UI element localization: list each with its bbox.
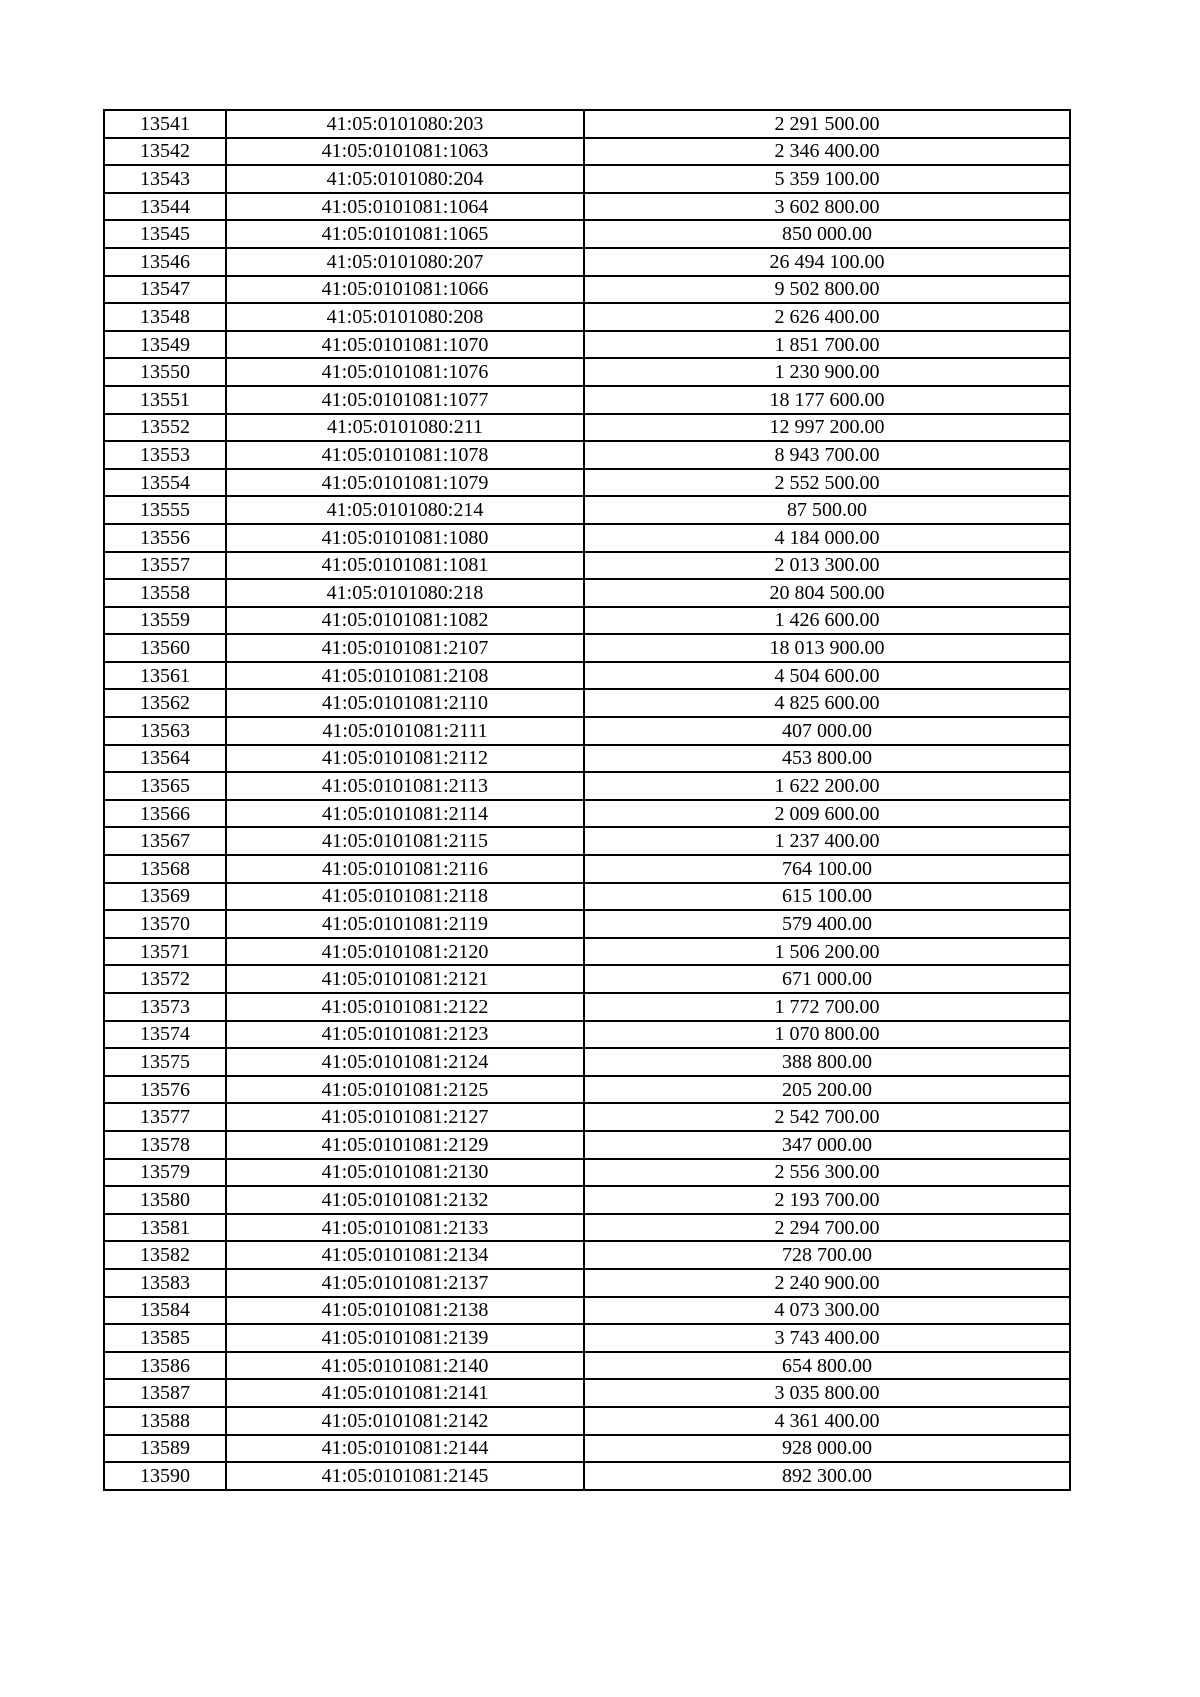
cadastral-value-cell: 2 626 400.00 <box>584 303 1070 331</box>
row-number-cell: 13556 <box>104 524 226 552</box>
row-number-cell: 13581 <box>104 1214 226 1242</box>
cadastral-number-cell: 41:05:0101080:211 <box>226 414 584 442</box>
cadastral-value-cell: 850 000.00 <box>584 220 1070 248</box>
cadastral-number-cell: 41:05:0101081:2121 <box>226 965 584 993</box>
cadastral-value-cell: 347 000.00 <box>584 1131 1070 1159</box>
row-number-cell: 13565 <box>104 772 226 800</box>
table-row <box>104 965 1070 993</box>
table-row <box>104 634 1070 662</box>
cadastral-value-cell: 1 070 800.00 <box>584 1021 1070 1049</box>
table-row <box>104 358 1070 386</box>
cadastral-number-cell: 41:05:0101081:2138 <box>226 1297 584 1325</box>
row-number-cell: 13552 <box>104 414 226 442</box>
row-number-cell: 13551 <box>104 386 226 414</box>
cadastral-value-cell: 18 013 900.00 <box>584 634 1070 662</box>
table-row <box>104 248 1070 276</box>
cadastral-value-cell: 2 294 700.00 <box>584 1214 1070 1242</box>
row-number-cell: 13574 <box>104 1021 226 1049</box>
table-row <box>104 110 1070 138</box>
table-row <box>104 1297 1070 1325</box>
table-row <box>104 1269 1070 1297</box>
row-number-cell: 13560 <box>104 634 226 662</box>
row-number-cell: 13573 <box>104 993 226 1021</box>
cadastral-value-cell: 388 800.00 <box>584 1048 1070 1076</box>
cadastral-value-cell: 2 009 600.00 <box>584 800 1070 828</box>
cadastral-value-cell: 1 851 700.00 <box>584 331 1070 359</box>
cadastral-number-cell: 41:05:0101081:2120 <box>226 938 584 966</box>
table-row <box>104 745 1070 773</box>
cadastral-number-cell: 41:05:0101081:2118 <box>226 883 584 911</box>
cadastral-number-cell: 41:05:0101081:2124 <box>226 1048 584 1076</box>
table-row <box>104 1324 1070 1352</box>
cadastral-value-cell: 87 500.00 <box>584 496 1070 524</box>
cadastral-value-cell: 892 300.00 <box>584 1462 1070 1490</box>
row-number-cell: 13579 <box>104 1159 226 1187</box>
table-row <box>104 1462 1070 1490</box>
table-row <box>104 331 1070 359</box>
cadastral-number-cell: 41:05:0101081:2123 <box>226 1021 584 1049</box>
row-number-cell: 13578 <box>104 1131 226 1159</box>
cadastral-number-cell: 41:05:0101081:1065 <box>226 220 584 248</box>
cadastral-number-cell: 41:05:0101081:2107 <box>226 634 584 662</box>
row-number-cell: 13583 <box>104 1269 226 1297</box>
table-row <box>104 193 1070 221</box>
cadastral-value-cell: 8 943 700.00 <box>584 441 1070 469</box>
cadastral-number-cell: 41:05:0101081:1078 <box>226 441 584 469</box>
row-number-cell: 13558 <box>104 579 226 607</box>
cadastral-value-cell: 928 000.00 <box>584 1435 1070 1463</box>
cadastral-value-cell: 579 400.00 <box>584 910 1070 938</box>
cadastral-value-cell: 728 700.00 <box>584 1241 1070 1269</box>
row-number-cell: 13547 <box>104 276 226 304</box>
table-row <box>104 552 1070 580</box>
table-row <box>104 855 1070 883</box>
cadastral-value-cell: 20 804 500.00 <box>584 579 1070 607</box>
row-number-cell: 13566 <box>104 800 226 828</box>
table-row <box>104 689 1070 717</box>
row-number-cell: 13569 <box>104 883 226 911</box>
cadastral-number-cell: 41:05:0101081:1066 <box>226 276 584 304</box>
table-row <box>104 165 1070 193</box>
cadastral-number-cell: 41:05:0101081:2113 <box>226 772 584 800</box>
cadastral-value-cell: 18 177 600.00 <box>584 386 1070 414</box>
cadastral-value-cell: 9 502 800.00 <box>584 276 1070 304</box>
cadastral-value-cell: 1 622 200.00 <box>584 772 1070 800</box>
cadastral-value-cell: 764 100.00 <box>584 855 1070 883</box>
cadastral-number-cell: 41:05:0101081:2108 <box>226 662 584 690</box>
cadastral-value-cell: 2 552 500.00 <box>584 469 1070 497</box>
table-row <box>104 1379 1070 1407</box>
row-number-cell: 13546 <box>104 248 226 276</box>
cadastral-value-cell: 1 426 600.00 <box>584 607 1070 635</box>
row-number-cell: 13584 <box>104 1297 226 1325</box>
cadastral-number-cell: 41:05:0101081:1079 <box>226 469 584 497</box>
cadastral-value-cell: 1 230 900.00 <box>584 358 1070 386</box>
cadastral-value-cell: 1 506 200.00 <box>584 938 1070 966</box>
row-number-cell: 13564 <box>104 745 226 773</box>
row-number-cell: 13544 <box>104 193 226 221</box>
cadastral-number-cell: 41:05:0101081:2142 <box>226 1407 584 1435</box>
table-row <box>104 1076 1070 1104</box>
cadastral-number-cell: 41:05:0101081:2122 <box>226 993 584 1021</box>
table-row <box>104 883 1070 911</box>
row-number-cell: 13545 <box>104 220 226 248</box>
cadastral-value-cell: 2 542 700.00 <box>584 1103 1070 1131</box>
row-number-cell: 13562 <box>104 689 226 717</box>
table-row <box>104 1352 1070 1380</box>
cadastral-value-cell: 2 240 900.00 <box>584 1269 1070 1297</box>
row-number-cell: 13577 <box>104 1103 226 1131</box>
cadastral-value-cell: 615 100.00 <box>584 883 1070 911</box>
table-row <box>104 827 1070 855</box>
cadastral-value-cell: 671 000.00 <box>584 965 1070 993</box>
table-row <box>104 910 1070 938</box>
cadastral-number-cell: 41:05:0101081:2130 <box>226 1159 584 1187</box>
cadastral-value-cell: 2 193 700.00 <box>584 1186 1070 1214</box>
cadastral-value-cell: 407 000.00 <box>584 717 1070 745</box>
cadastral-number-cell: 41:05:0101081:1082 <box>226 607 584 635</box>
table-row <box>104 607 1070 635</box>
cadastral-number-cell: 41:05:0101080:208 <box>226 303 584 331</box>
cadastral-number-cell: 41:05:0101081:1080 <box>226 524 584 552</box>
table-row <box>104 276 1070 304</box>
table-row <box>104 524 1070 552</box>
cadastral-value-cell: 1 772 700.00 <box>584 993 1070 1021</box>
row-number-cell: 13589 <box>104 1435 226 1463</box>
row-number-cell: 13571 <box>104 938 226 966</box>
cadastral-value-table <box>103 109 1071 1491</box>
row-number-cell: 13572 <box>104 965 226 993</box>
cadastral-number-cell: 41:05:0101081:1070 <box>226 331 584 359</box>
row-number-cell: 13550 <box>104 358 226 386</box>
cadastral-number-cell: 41:05:0101081:2132 <box>226 1186 584 1214</box>
row-number-cell: 13575 <box>104 1048 226 1076</box>
row-number-cell: 13587 <box>104 1379 226 1407</box>
table-row <box>104 469 1070 497</box>
cadastral-number-cell: 41:05:0101081:2110 <box>226 689 584 717</box>
row-number-cell: 13582 <box>104 1241 226 1269</box>
cadastral-number-cell: 41:05:0101081:2134 <box>226 1241 584 1269</box>
table-row <box>104 138 1070 166</box>
table-row <box>104 772 1070 800</box>
table-row <box>104 386 1070 414</box>
table-row <box>104 1021 1070 1049</box>
cadastral-number-cell: 41:05:0101081:2111 <box>226 717 584 745</box>
row-number-cell: 13568 <box>104 855 226 883</box>
table-row <box>104 414 1070 442</box>
cadastral-number-cell: 41:05:0101081:2114 <box>226 800 584 828</box>
cadastral-number-cell: 41:05:0101081:2125 <box>226 1076 584 1104</box>
cadastral-number-cell: 41:05:0101080:214 <box>226 496 584 524</box>
row-number-cell: 13580 <box>104 1186 226 1214</box>
cadastral-value-cell: 12 997 200.00 <box>584 414 1070 442</box>
cadastral-number-cell: 41:05:0101081:2129 <box>226 1131 584 1159</box>
cadastral-value-cell: 3 602 800.00 <box>584 193 1070 221</box>
row-number-cell: 13585 <box>104 1324 226 1352</box>
cadastral-number-cell: 41:05:0101081:2119 <box>226 910 584 938</box>
row-number-cell: 13541 <box>104 110 226 138</box>
row-number-cell: 13563 <box>104 717 226 745</box>
table-row <box>104 220 1070 248</box>
row-number-cell: 13549 <box>104 331 226 359</box>
row-number-cell: 13543 <box>104 165 226 193</box>
row-number-cell: 13576 <box>104 1076 226 1104</box>
table-row <box>104 441 1070 469</box>
row-number-cell: 13542 <box>104 138 226 166</box>
table-row <box>104 579 1070 607</box>
table-row <box>104 993 1070 1021</box>
row-number-cell: 13561 <box>104 662 226 690</box>
cadastral-value-cell: 1 237 400.00 <box>584 827 1070 855</box>
table-row <box>104 1131 1070 1159</box>
row-number-cell: 13553 <box>104 441 226 469</box>
row-number-cell: 13557 <box>104 552 226 580</box>
cadastral-number-cell: 41:05:0101081:2112 <box>226 745 584 773</box>
table-row <box>104 800 1070 828</box>
row-number-cell: 13559 <box>104 607 226 635</box>
cadastral-number-cell: 41:05:0101081:2115 <box>226 827 584 855</box>
cadastral-value-cell: 3 035 800.00 <box>584 1379 1070 1407</box>
table-row <box>104 496 1070 524</box>
cadastral-value-cell: 4 361 400.00 <box>584 1407 1070 1435</box>
table-row <box>104 1048 1070 1076</box>
cadastral-number-cell: 41:05:0101081:1063 <box>226 138 584 166</box>
row-number-cell: 13590 <box>104 1462 226 1490</box>
table-row <box>104 303 1070 331</box>
cadastral-number-cell: 41:05:0101081:2145 <box>226 1462 584 1490</box>
table-row <box>104 1159 1070 1187</box>
cadastral-number-cell: 41:05:0101081:2127 <box>226 1103 584 1131</box>
table-row <box>104 1407 1070 1435</box>
cadastral-number-cell: 41:05:0101081:2140 <box>226 1352 584 1380</box>
cadastral-value-cell: 2 556 300.00 <box>584 1159 1070 1187</box>
table-row <box>104 1103 1070 1131</box>
cadastral-number-cell: 41:05:0101081:2139 <box>226 1324 584 1352</box>
cadastral-value-cell: 4 073 300.00 <box>584 1297 1070 1325</box>
cadastral-value-cell: 4 825 600.00 <box>584 689 1070 717</box>
cadastral-value-cell: 26 494 100.00 <box>584 248 1070 276</box>
cadastral-value-cell: 2 346 400.00 <box>584 138 1070 166</box>
row-number-cell: 13588 <box>104 1407 226 1435</box>
row-number-cell: 13570 <box>104 910 226 938</box>
cadastral-number-cell: 41:05:0101081:2144 <box>226 1435 584 1463</box>
cadastral-value-cell: 205 200.00 <box>584 1076 1070 1104</box>
cadastral-value-cell: 453 800.00 <box>584 745 1070 773</box>
cadastral-number-cell: 41:05:0101081:2137 <box>226 1269 584 1297</box>
table-row <box>104 662 1070 690</box>
cadastral-number-cell: 41:05:0101080:207 <box>226 248 584 276</box>
cadastral-value-cell: 5 359 100.00 <box>584 165 1070 193</box>
cadastral-number-cell: 41:05:0101081:1064 <box>226 193 584 221</box>
cadastral-number-cell: 41:05:0101081:1077 <box>226 386 584 414</box>
row-number-cell: 13586 <box>104 1352 226 1380</box>
cadastral-value-cell: 2 291 500.00 <box>584 110 1070 138</box>
cadastral-number-cell: 41:05:0101081:1081 <box>226 552 584 580</box>
table-row <box>104 1435 1070 1463</box>
table-row <box>104 1186 1070 1214</box>
cadastral-value-cell: 4 504 600.00 <box>584 662 1070 690</box>
table-row <box>104 1214 1070 1242</box>
table-row <box>104 1241 1070 1269</box>
cadastral-value-cell: 2 013 300.00 <box>584 552 1070 580</box>
cadastral-number-cell: 41:05:0101080:218 <box>226 579 584 607</box>
cadastral-value-cell: 654 800.00 <box>584 1352 1070 1380</box>
row-number-cell: 13554 <box>104 469 226 497</box>
table-row <box>104 717 1070 745</box>
row-number-cell: 13567 <box>104 827 226 855</box>
table-body <box>104 110 1070 1490</box>
table-row <box>104 938 1070 966</box>
cadastral-value-cell: 3 743 400.00 <box>584 1324 1070 1352</box>
cadastral-number-cell: 41:05:0101080:204 <box>226 165 584 193</box>
cadastral-number-cell: 41:05:0101081:2141 <box>226 1379 584 1407</box>
row-number-cell: 13548 <box>104 303 226 331</box>
cadastral-number-cell: 41:05:0101081:2116 <box>226 855 584 883</box>
cadastral-number-cell: 41:05:0101081:2133 <box>226 1214 584 1242</box>
cadastral-number-cell: 41:05:0101080:203 <box>226 110 584 138</box>
cadastral-value-cell: 4 184 000.00 <box>584 524 1070 552</box>
row-number-cell: 13555 <box>104 496 226 524</box>
cadastral-number-cell: 41:05:0101081:1076 <box>226 358 584 386</box>
